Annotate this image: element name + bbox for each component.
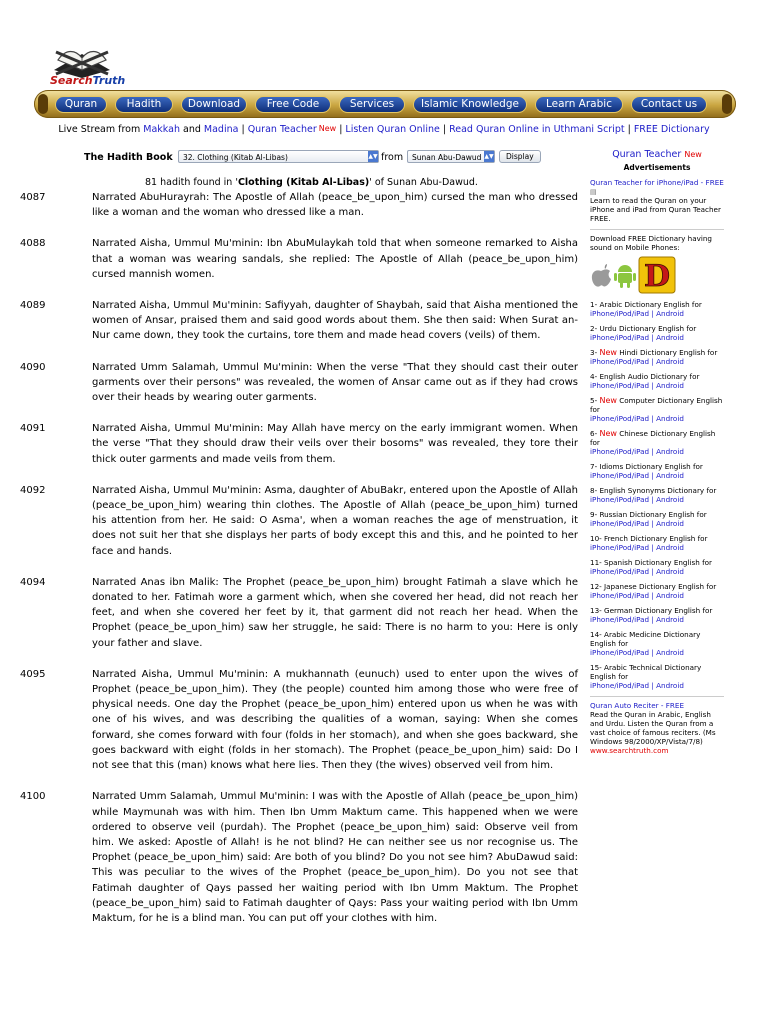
hadith-text: Narrated Aisha, Ummul Mu'minin: Ibn AbuMulaykah told that when someone remarked to Aisha that a woman was wearing sandals, she replied: The Apostle of Allah (peace_be_upon_him) cursed mannish women. bbox=[92, 238, 578, 280]
hadith-item bbox=[20, 575, 580, 651]
reciter-ad-desc: Read the Quran in Arabic, English and Urdu. Listen the Quran from a vast choice of famous reciters. (Ms Windows 98/2000/XP/Vista/7/8) bbox=[590, 710, 716, 746]
dictionary-item bbox=[590, 663, 724, 690]
quran-teacher-ad bbox=[590, 178, 724, 223]
dictionary-links[interactable]: iPhone/iPod/iPad | Android bbox=[590, 471, 684, 480]
hadith-number: 4091 bbox=[20, 423, 46, 435]
hadith-text: Narrated Aisha, Ummul Mu'minin: May Allah have mercy on the early immigrant women. When the verse "That they should draw their veils over their bosoms" was revealed, they tore their thick outer garments and made veils from them. bbox=[92, 423, 578, 465]
free-dictionary-link[interactable]: FREE Dictionary bbox=[633, 124, 710, 135]
dictionary-links[interactable]: iPhone/iPod/iPad | Android bbox=[590, 648, 684, 657]
dictionary-label: Chinese Dictionary English for bbox=[590, 429, 716, 447]
nav-contact-us[interactable]: Contact us bbox=[632, 97, 706, 112]
advertisements-heading: Advertisements bbox=[623, 163, 691, 172]
hadith-number: 4088 bbox=[20, 238, 46, 250]
dictionary-links[interactable]: iPhone/iPod/iPad | Android bbox=[590, 591, 684, 600]
nav-learn-arabic[interactable]: Learn Arabic bbox=[536, 97, 622, 112]
new-badge: New bbox=[599, 348, 617, 357]
dictionary-label: 8- English Synonyms Dictionary for bbox=[590, 486, 717, 495]
dictionary-links[interactable]: iPhone/iPod/iPad | Android bbox=[590, 567, 684, 576]
external-link-icon: ▤ bbox=[590, 187, 597, 196]
dictionary-links[interactable]: iPhone/iPod/iPad | Android bbox=[590, 519, 684, 528]
nav-islamic-knowledge[interactable]: Islamic Knowledge bbox=[414, 97, 526, 112]
dictionary-links[interactable]: iPhone/iPod/iPad | Android bbox=[590, 333, 684, 342]
dictionary-number: 3- bbox=[590, 348, 598, 357]
dictionary-label: 13- German Dictionary English for bbox=[590, 606, 713, 615]
dictionary-links[interactable]: iPhone/iPod/iPad | Android bbox=[590, 615, 684, 624]
hadith-item bbox=[20, 190, 580, 220]
hadith-text: Narrated Aisha, Ummul Mu'minin: A mukhannath (eunuch) used to enter upon the wives of Prophet (peace_be_upon_him). They (the people) counted him among those who were free of physical needs. One day the Prophet (peace_be_upon_him) entered upon us when he was with one of his wives, and was describing the qualities of a woman, saying: When she comes forward, she comes forward with four (folds in her stomach), and when she goes backward, she goes backward with eight (folds in her stomach). The Prophet (peace_be_upon_him) said: Do I not see that this (man) knows what here lies. Then they (the wives) observed veil from him. bbox=[92, 668, 578, 772]
count-prefix: 81 hadith found in ' bbox=[145, 177, 238, 188]
hadith-number: 4089 bbox=[20, 300, 46, 312]
dictionary-label: 14- Arabic Medicine Dictionary English for bbox=[590, 630, 701, 648]
hadith-item bbox=[20, 789, 580, 926]
divider bbox=[590, 696, 724, 697]
hadith-number: 4094 bbox=[20, 576, 46, 588]
dictionary-label: 12- Japanese Dictionary English for bbox=[590, 582, 717, 591]
hadith-text: Narrated Umm Salamah, Ummul Mu'minin: When the verse "That they should cast their outer garments over their persons" was revealed, the women of Ansar came out as if they had crows over their heads by wearing outer garments. bbox=[92, 361, 578, 404]
dictionary-item bbox=[590, 582, 724, 600]
reciter-ad bbox=[590, 701, 724, 755]
makkah-link[interactable]: Makkah bbox=[143, 124, 180, 135]
separator: | bbox=[238, 124, 248, 135]
reciter-url[interactable]: www.searchtruth.com bbox=[590, 746, 669, 755]
nav-download[interactable]: Download bbox=[182, 97, 246, 112]
dictionary-links[interactable]: iPhone/iPod/iPad | Android bbox=[590, 381, 684, 390]
result-count bbox=[145, 177, 478, 188]
sidebar-title[interactable] bbox=[590, 150, 724, 159]
separator: | bbox=[336, 124, 346, 135]
madina-link[interactable]: Madina bbox=[203, 124, 239, 135]
dictionary-item bbox=[590, 429, 724, 456]
dictionary-item bbox=[590, 324, 724, 342]
nav-bar-end-cap bbox=[722, 94, 732, 114]
dictionary-number: 5- bbox=[590, 396, 598, 405]
and-text: and bbox=[179, 124, 204, 135]
listen-quran-link[interactable]: Listen Quran Online bbox=[345, 124, 440, 135]
dictionary-label: 11- Spanish Dictionary English for bbox=[590, 558, 712, 567]
quran-teacher-ad-link[interactable]: Quran Teacher for iPhone/iPad - FREE bbox=[590, 178, 724, 187]
dictionary-links[interactable]: iPhone/iPod/iPad | Android bbox=[590, 447, 684, 456]
divider bbox=[590, 229, 724, 230]
hadith-text: Narrated Umm Salamah, Ummul Mu'minin: I was with the Apostle of Allah (peace_be_upon_him) while Maymunah was with him. Then Ibn Umm Maktum came. This happened when we were ordered to observe veil (purdah). The Prophet (peace_be_upon_him) said: Observe veil from him. We asked: Apostle of Allah! is he not blind? He can neither see us nor recognise us. The Prophet (peace_be_upon_him) said: Are both of you blind? Do you not see him? AbuDawud said: This was peculiar to the wives of the Prophet (peace_be_upon_him). Do you not see that Fatimah daughter of Qays passed her waiting period with Ibn Umm Maktum. The Prophet (peace_be_upon_him) said to Fatimah daughter of Qays: Pass your waiting period with Ibn Umm Maktum, for he is a blind man. You can put off your clothes with him. bbox=[92, 791, 578, 924]
hadith-number: 4087 bbox=[20, 192, 46, 203]
reciter-ad-link[interactable]: Quran Auto Reciter - FREE bbox=[590, 701, 684, 710]
nav-hadith[interactable]: Hadith bbox=[116, 97, 172, 112]
dictionary-label: 2- Urdu Dictionary English for bbox=[590, 324, 697, 333]
new-badge: New bbox=[318, 124, 337, 133]
source-selected: Sunan Abu-Dawud bbox=[412, 153, 482, 162]
svg-text:D: D bbox=[643, 259, 671, 294]
dictionary-item bbox=[590, 510, 724, 528]
dictionary-label: Hindi Dictionary English for bbox=[619, 348, 718, 357]
dictionary-label: 1- Arabic Dictionary English for bbox=[590, 300, 702, 309]
main-nav-bar bbox=[34, 90, 736, 118]
hadith-item bbox=[20, 483, 580, 559]
hadith-item bbox=[20, 236, 580, 282]
dictionary-links[interactable]: iPhone/iPod/iPad | Android bbox=[590, 495, 684, 504]
nav-bar-end-cap bbox=[38, 94, 48, 114]
hadith-number: 4090 bbox=[20, 361, 46, 373]
hadith-text: Narrated Aisha, Ummul Mu'minin: Asma, daughter of AbuBakr, entered upon the Apostle of Allah (peace_be_upon_him) wearing thin clothes. The Apostle of Allah (peace_be_upon_him) turned his attention from her. He said: O Asma', when a woman reaches the age of menstruation, it does not suit her that she displays her parts of body except this and this, and he pointed to her face and hands. bbox=[92, 484, 578, 557]
sidebar bbox=[590, 150, 724, 755]
display-button[interactable]: Display bbox=[499, 150, 541, 163]
read-quran-link[interactable]: Read Quran Online in Uthmani Script bbox=[449, 124, 625, 135]
hadith-item bbox=[20, 667, 580, 773]
apple-icon[interactable] bbox=[590, 264, 612, 288]
dictionary-label: 9- Russian Dictionary English for bbox=[590, 510, 707, 519]
dictionary-item bbox=[590, 558, 724, 576]
dictionary-links[interactable]: iPhone/iPod/iPad | Android bbox=[590, 543, 684, 552]
from-label: from bbox=[381, 152, 404, 163]
new-badge: New bbox=[599, 396, 617, 405]
hadith-text: Narrated AbuHurayrah: The Apostle of Allah (peace_be_upon_him) cursed the man who dressed like a woman and the woman who dressed like a man. bbox=[92, 192, 578, 219]
dictionary-item bbox=[590, 534, 724, 552]
new-badge: New bbox=[684, 150, 702, 159]
top-links-line bbox=[0, 124, 768, 135]
new-badge: New bbox=[599, 429, 617, 438]
dictionary-item bbox=[590, 396, 724, 423]
hadith-book-selected: 32. Clothing (Kitab Al-Libas) bbox=[183, 153, 288, 162]
source-select[interactable] bbox=[407, 150, 495, 163]
dictionary-item bbox=[590, 348, 724, 366]
dictionary-links[interactable]: iPhone/iPod/iPad | Android bbox=[590, 309, 684, 318]
hadith-number: 4095 bbox=[20, 668, 46, 680]
hadith-item bbox=[20, 360, 580, 406]
hadith-book-label: The Hadith Book bbox=[84, 152, 173, 163]
dictionary-item bbox=[590, 606, 724, 624]
dictionary-links[interactable]: iPhone/iPod/iPad | Android bbox=[590, 681, 684, 690]
nav-free-code[interactable]: Free Code bbox=[256, 97, 330, 112]
nav-services[interactable]: Services bbox=[340, 97, 404, 112]
quran-teacher-link[interactable]: Quran Teacher bbox=[247, 124, 317, 135]
chevron-down-icon: ▲▼ bbox=[368, 153, 378, 160]
chevron-down-icon: ▲▼ bbox=[484, 153, 494, 160]
sidebar-title-text[interactable]: Quran Teacher bbox=[612, 149, 682, 160]
dictionary-label: 15- Arabic Technical Dictionary English for bbox=[590, 663, 702, 681]
dictionary-links[interactable]: iPhone/iPod/iPad | Android bbox=[590, 357, 684, 366]
dictionary-label: 10- French Dictionary English for bbox=[590, 534, 708, 543]
count-book: Clothing (Kitab Al-Libas) bbox=[237, 177, 370, 188]
separator: | bbox=[439, 124, 450, 135]
dictionary-d-icon[interactable] bbox=[638, 256, 676, 294]
platform-icons bbox=[590, 256, 724, 294]
android-icon[interactable] bbox=[614, 262, 636, 288]
hadith-text: Narrated Aisha, Ummul Mu'minin: Safiyyah, daughter of Shaybah, said that Aisha mentioned the women of Ansar, praised them and said good words about them. She then said: When Surat an-Nur came down, they took the curtains, tore them and made head covers (veils) of them. bbox=[92, 300, 578, 342]
hadith-number: 4092 bbox=[20, 484, 46, 496]
dictionary-label: 7- Idioms Dictionary English for bbox=[590, 462, 703, 471]
dictionary-item bbox=[590, 462, 724, 480]
live-stream-label: Live Stream from bbox=[58, 124, 144, 135]
dictionary-label: 4- English Audio Dictionary for bbox=[590, 372, 700, 381]
dictionary-item bbox=[590, 300, 724, 318]
separator: | bbox=[624, 124, 634, 135]
hadith-item bbox=[20, 298, 580, 344]
count-suffix: ' of Sunan Abu-Dawud. bbox=[369, 177, 478, 188]
dictionary-intro: Download FREE Dictionary having sound on Mobile Phones: bbox=[590, 234, 712, 252]
hadith-book-select[interactable] bbox=[178, 150, 379, 163]
quran-teacher-ad-desc: Learn to read the Quran on your iPhone and iPad from Quran Teacher FREE. bbox=[590, 196, 721, 223]
hadith-item bbox=[20, 421, 580, 467]
site-logo-text[interactable]: SearchTruth bbox=[50, 74, 126, 87]
dictionary-item bbox=[590, 372, 724, 390]
dictionary-item bbox=[590, 630, 724, 657]
hadith-text: Narrated Anas ibn Malik: The Prophet (peace_be_upon_him) brought Fatimah a slave which he donated to her. Fatimah wore a garment which, when she covered her head, did not reach her feet, and when she covered her feet by it, that garment did not reach her head. When the Prophet (peace_be_upon_him) saw her struggle, he said: There is no harm to you: Here is only your father and slave. bbox=[92, 576, 578, 649]
nav-quran[interactable]: Quran bbox=[56, 97, 106, 112]
dictionary-number: 6- bbox=[590, 429, 598, 438]
dictionary-label: Computer Dictionary English for bbox=[590, 396, 723, 414]
hadith-number: 4100 bbox=[20, 791, 46, 803]
hadith-list bbox=[20, 190, 580, 942]
dictionary-links[interactable]: iPhone/iPod/iPad | Android bbox=[590, 414, 684, 423]
dictionary-item bbox=[590, 486, 724, 504]
